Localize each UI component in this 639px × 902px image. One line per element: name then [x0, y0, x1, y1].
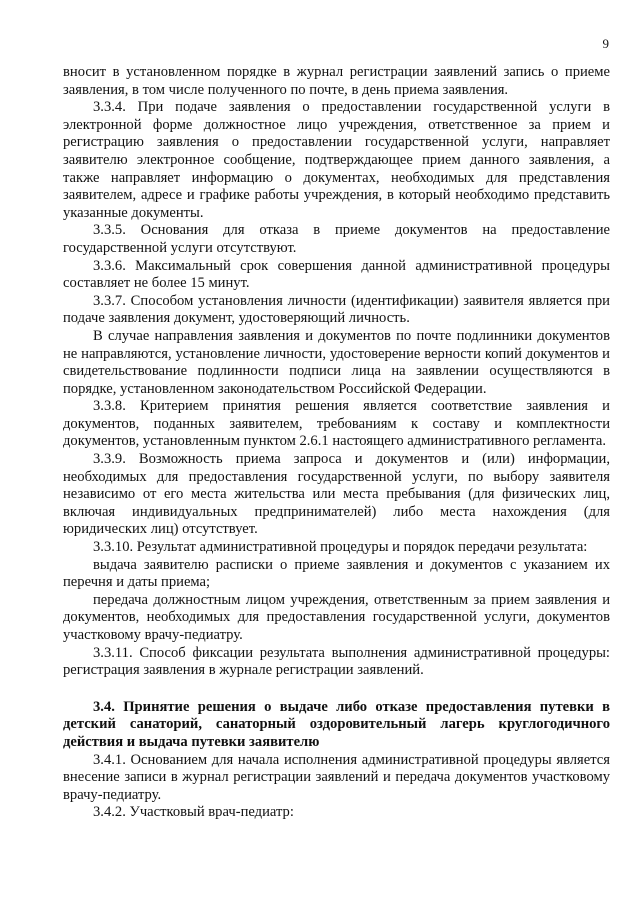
paragraph-3-3-8: 3.3.8. Критерием принятия решения является соответствие заявления и документов, поданных заявителем, требованиям к составу и комплектности документов, установленным пунктом 2.6.1 настоящего административного регламента.	[63, 398, 610, 450]
page-number: 9	[602, 36, 609, 51]
paragraph-mail-case: В случае направления заявления и документов по почте подлинники документов не направляются, установление личности, удостоверение верности копий документов и свидетельствование подлинности подписи лица на заявлении осуществляются в порядке, установленном законодательством Российской Федерации.	[63, 327, 610, 397]
paragraph-continuation: вносит в установленном порядке в журнал регистрации заявлений запись о приеме заявления, в том числе полученного по почте, в день приема заявления.	[63, 64, 610, 98]
paragraph-receipt-issue: выдача заявителю расписки о приеме заявления и документов с указанием их перечня и даты приема;	[63, 556, 610, 591]
paragraph-3-3-5: 3.3.5. Основания для отказа в приеме документов на предоставление государственной услуги отсутствуют.	[63, 222, 610, 256]
paragraph-3-3-10: 3.3.10. Результат административной процедуры и порядок передачи результата:	[93, 539, 588, 556]
section-heading-3-4: 3.4. Принятие решения о выдаче либо отказе предоставления путевки в детский санаторий, санаторный оздоровительный лагерь круглогодичного действия и выдача путевки заявителю	[63, 698, 610, 750]
paragraph-3-3-4: 3.3.4. При подаче заявления о предоставлении государственной услуги в электронной форме должностное лицо учреждения, ответственное за прием и регистрацию заявления о предоставлении государственной услуги, направляет заявителю электронное сообщение, подтверждающее прием данного заявления, а также направляет информацию о документах, необходимых для представления заявителем, адресе и графике работы учреждения, в который необходимо представить указанные документы.	[63, 99, 610, 221]
paragraph-3-3-9: 3.3.9. Возможность приема запроса и документов и (или) информации, необходимых для предоставления государственной услуги, по выбору заявителя независимо от его места жительства или места пребывания (для физических лиц, включая индивидуальных предпринимателей) либо места нахождения (для юридических лиц) отсутствует.	[63, 451, 610, 538]
paragraph-3-4-1: 3.4.1. Основанием для начала исполнения административной процедуры является внесение записи в журнал регистрации заявлений и передача документов участковому врачу-педиатру.	[63, 751, 610, 803]
paragraph-3-3-11: 3.3.11. Способ фиксации результата выполнения административной процедуры: регистрация заявления в журнале регистрации заявлений.	[63, 644, 610, 679]
paragraph-documents-transfer: передача должностным лицом учреждения, ответственным за прием заявления и документов, необходимых для предоставления государственной услуги, документов участковому врачу-педиатру.	[63, 591, 610, 643]
paragraph-3-4-2: 3.4.2. Участковый врач-педиатр:	[93, 804, 294, 821]
paragraph-3-3-6: 3.3.6. Максимальный срок совершения данной административной процедуры составляет не более 15 минут.	[63, 257, 610, 292]
paragraph-3-3-7: 3.3.7. Способом установления личности (идентификации) заявителя является при подаче заявления документ, удостоверяющий личность.	[63, 292, 610, 327]
document-body	[63, 64, 610, 822]
